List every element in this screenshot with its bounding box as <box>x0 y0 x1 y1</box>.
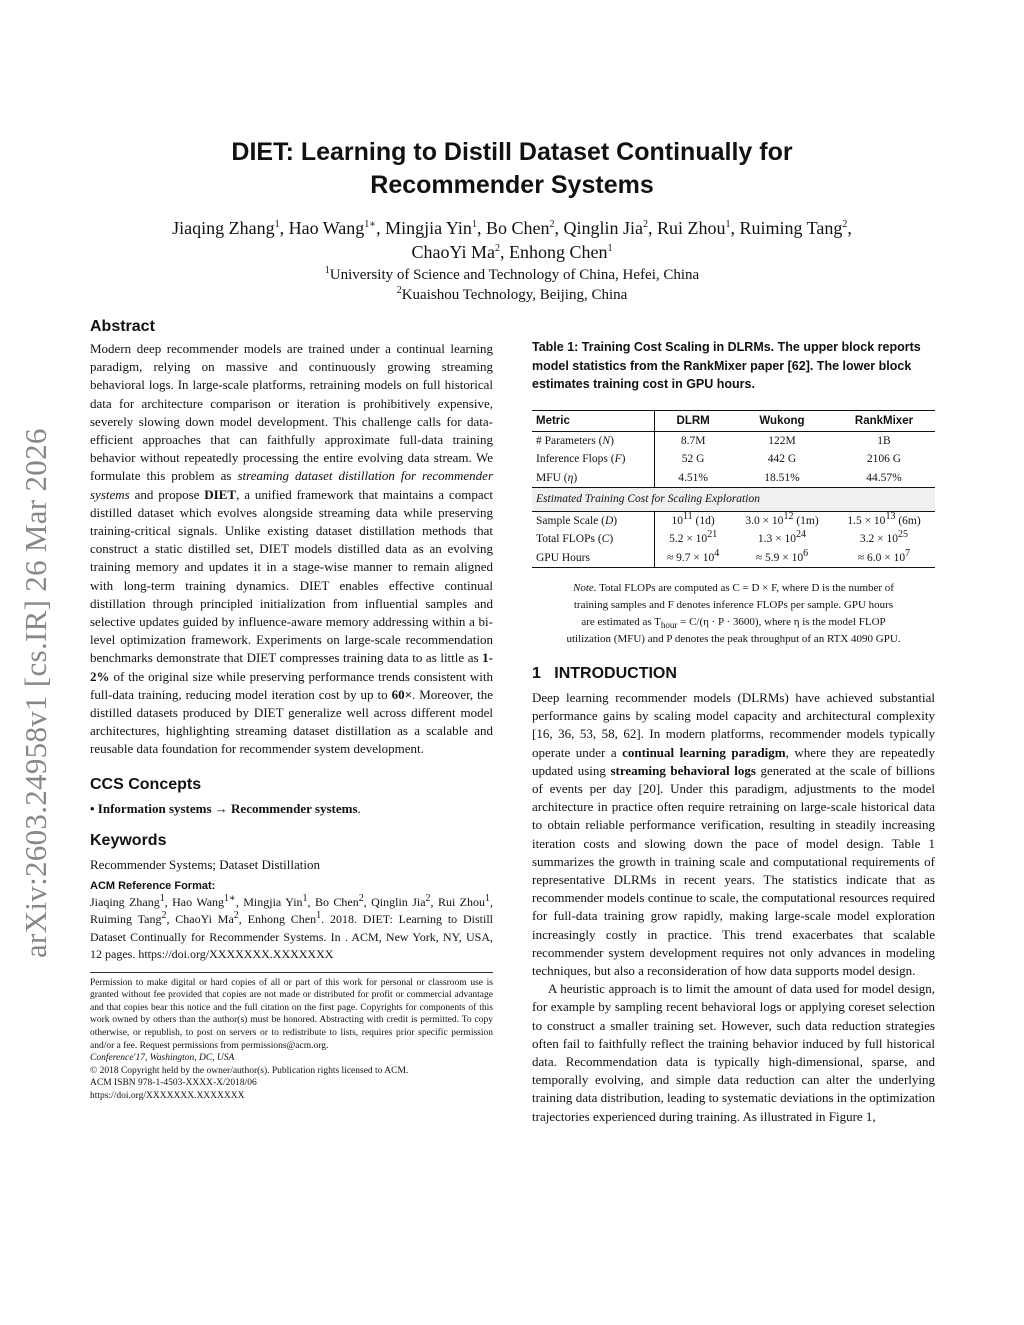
table-cell: 18.51% <box>764 471 800 484</box>
author-affiliation-marker: 1 <box>471 219 477 230</box>
header-wukong: Wukong <box>731 410 833 431</box>
left-column <box>90 316 493 1103</box>
permission-notice: Permission to make digital or hard copies of all or part of this work for personal or classroom use is granted without fee provided that copies are not made or distributed for profit or commercial advantage and that copies bear this notice and the full citation on the first page. Copyrights for components of this work owned by others than the author(s) must be honored. Abstracting with credit is permitted. To copy otherwise, or republish, to post on servers or to redistribute to lists, requires prior specific permission and/or a fee. Request permissions from permissions@acm.org. <box>90 977 493 1051</box>
author-name: Bo Chen <box>485 218 550 238</box>
author-name: Ruiming Tang <box>739 218 843 238</box>
keywords-text: Recommender Systems; Dataset Distillation <box>90 856 320 872</box>
table-row <box>532 450 935 469</box>
row-label: Inference Flops (F) <box>532 450 655 469</box>
header-dlrm: DLRM <box>655 410 731 431</box>
table-cell: $5.2 \times 10^{21}$ <box>669 529 718 546</box>
author-affiliation-marker: 1 <box>274 219 280 230</box>
introduction-paragraph-1: Deep learning recommender models (DLRMs) have achieved substantial performance gains by scaling model capacity and architectural complexity [16, 36, 53, 58, 62]. In modern platforms, recommender models typically operate under a continual learning paradigm, where they are repeatedly updated using streaming behavioral logs generated at the scale of billions of events per day [20]. Under this paradigm, adjustments to the model architecture in practice often require retraining on large-scale historical data to obtain reliable performance verification, resulting in steadily increasing iteration costs and slowing down the pace of model design. Table 1 summarizes the growth in training scale and computational requirements of representative DLRMs in recent years. The statistics indicate that as recommender models continue to scale, the computational resources required for full-data training grow rapidly, making large-scale model exploration increasingly costly in practice. This trend exacerbates that scalable recommender system development requires not only advances in modeling techniques, but also a reconsideration of how data supports model design. <box>532 690 935 979</box>
author-name: Jiaqing Zhang <box>172 218 275 238</box>
section-label: Estimated Training Cost for Scaling Exploration <box>532 488 935 512</box>
affiliation-1-text: University of Science and Technology of China, Hefei, China <box>329 267 700 283</box>
affiliation-2 <box>110 285 914 305</box>
doi-link[interactable]: https://doi.org/XXXXXXX.XXXXXXX <box>90 1091 245 1102</box>
table-row <box>532 530 935 549</box>
table-cell: 2106 G <box>866 453 902 466</box>
authors-line-1: Jiaqing Zhang$^1$, Hao Wang$^{1∗}$, Mingjia Yin$^1$, Bo Chen$^2$, Qinglin Jia$^2$, Rui Zhou$^1$, Ruiming Tang$^2$, <box>172 218 852 238</box>
table-cell: 4.51% <box>678 471 708 484</box>
affiliation-2-text: Kuaishou Technology, Beijing, China <box>401 287 628 303</box>
header-rankmixer: RankMixer <box>833 410 935 431</box>
table-cell: ≈ $5.9 \times 10^6$ <box>731 549 833 568</box>
ccs-heading: CCS Concepts <box>90 775 202 793</box>
table-note: Note. Total FLOPs are computed as C = D × F, where D is the number of training samples and F denotes inference FLOPs per sample. GPU hours are estimated as $T_{hour} = C/(\eta \cdot P \cdot 3600)$, where η is the model FLOP utilization (MFU) and P denotes the peak throughput of an RTX 4090 GPU. <box>566 582 901 645</box>
table-row <box>532 431 935 450</box>
table-caption: Table 1: Training Cost Scaling in DLRMs. The upper block reports model statistics from the RankMixer paper [62]. The lower block estimates training cost in GPU hours. <box>532 340 921 391</box>
table-header-row <box>532 410 935 431</box>
author-affiliation-marker: 2 <box>842 219 848 230</box>
table-cell: $3.0 \times 10^{12}$ (1m) <box>745 510 819 527</box>
author-name: Enhong Chen <box>509 242 608 262</box>
author-affiliation-marker: 2 <box>495 243 500 254</box>
author-affiliation-marker: 1 <box>725 219 731 230</box>
authors-line-2: ChaoYi Ma$^2$, Enhong Chen$^1$ <box>411 242 613 262</box>
table-section-row <box>532 488 935 512</box>
arxiv-identifier: arXiv:2603.24958v1 [cs.IR] 26 Mar 2026 <box>18 428 53 958</box>
author-name: Rui Zhou <box>656 218 726 238</box>
table-body <box>532 431 935 568</box>
title-line-1: DIET: Learning to Distill Dataset Continually for <box>231 138 793 166</box>
introduction-paragraph-2: A heuristic approach is to limit the amount of data used for model design, for example by sampling recent behavioral logs or applying coreset selection to construct a smaller training set. However, such data reduction strategies often fail to faithfully reflect the training behavior induced by full historical data. Recommendation data is typically high-dimensional, sparse, and temporally evolving, and simple data reduction can alter the underlying training data distribution, leading to systematic deviations in the optimization trajectories experienced during training. As illustrated in Figure 1, <box>532 981 935 1124</box>
row-label: GPU Hours <box>532 549 655 568</box>
table-cell: 52 G <box>681 453 705 466</box>
introduction-heading: 1 INTRODUCTION <box>532 665 677 682</box>
author-name: ChaoYi Ma <box>411 242 495 262</box>
title-line-2: Recommender Systems <box>370 171 654 199</box>
author-name: Qinglin Jia <box>563 218 643 238</box>
table-cell: ≈ $6.0 \times 10^7$ <box>833 549 935 568</box>
acm-reference-heading: ACM Reference Format: <box>90 879 216 892</box>
author-name: Mingjia Yin <box>385 218 472 238</box>
table-row <box>532 469 935 488</box>
table-cell: ≈ $9.7 \times 10^4$ <box>655 549 731 568</box>
paper-title <box>140 136 884 202</box>
author-affiliation-marker: 1∗ <box>364 219 377 230</box>
author-list <box>110 216 914 264</box>
table-row <box>532 511 935 530</box>
author-affiliation-marker: 1 <box>607 243 613 254</box>
conference-line: Conference'17, Washington, DC, USA <box>90 1053 235 1064</box>
isbn-line: ACM ISBN 978-1-4503-XXXX-X/2018/06 <box>90 1078 257 1089</box>
row-label: Total FLOPs (C) <box>532 530 655 549</box>
table-cell: $1.5 \times 10^{13}$ (6m) <box>847 510 921 527</box>
author-name: Hao Wang <box>288 218 365 238</box>
ccs-concepts: • Information systems → Recommender systems. <box>90 800 361 816</box>
affiliation-2-marker: 2 <box>396 285 402 296</box>
training-cost-table <box>532 410 935 569</box>
table-cell: $1.3 \times 10^{24}$ <box>757 529 807 546</box>
row-label: # Parameters (N) <box>532 431 655 450</box>
abstract-text: Modern deep recommender models are trained under a continual learning paradigm, relying on massive and continuously growing streaming behavioral logs. In large-scale platforms, retraining models on full historical data for architecture comparison or iteration is prohibitively expensive, severely slowing down model development. This challenge calls for data-efficient approaches that can faithfully approximate full-data training behavior without repeatedly processing the entire evolving data stream. We formulate this problem as streaming dataset distillation for recommender systems and propose DIET, a unified framework that maintains a compact distilled dataset which evolves alongside streaming data while preserving training-critical signals. Unlike existing dataset distillation methods that construct a static distilled set, DIET models distilled data as an evolving training memory and updates it in a stage-wise manner to remain aligned with long-term training dynamics. DIET enables effective continual distillation through principled initialization from influential samples and selective updates guided by influence-aware memory addressing within a bi-level optimization framework. Experiments on large-scale recommendation benchmarks demonstrate that DIET compresses training data to as little as 1-2% of the original size while preserving performance trends consistent with full-data training, reducing model iteration cost by up to 60×. Moreover, the distilled datasets produced by DIET generalize well across different model architectures, highlighting streaming dataset distillation as a scalable and reusable data foundation for recommender system development. <box>90 341 494 757</box>
author-affiliation-marker: 2 <box>549 219 555 230</box>
header-metric: Metric <box>532 410 655 431</box>
table-cell: 442 G <box>767 453 797 466</box>
row-label: Sample Scale (D) <box>532 511 655 530</box>
table-cell: 1B <box>877 434 891 447</box>
table-cell: $3.2 \times 10^{25}$ <box>859 529 909 546</box>
right-column <box>532 338 935 1126</box>
row-label: MFU (η) <box>532 469 655 488</box>
affiliation-1-marker: 1 <box>324 265 330 276</box>
acm-reference-text: Jiaqing Zhang$^1$, Hao Wang$^{1∗}$, Mingjia Yin$^1$, Bo Chen$^2$, Qinglin Jia$^2$, Rui Zhou$^1$, Ruiming Tang$^2$, ChaoYi Ma$^2$, Enhong Chen$^1$. 2018. DIET: Learning to Distill Dataset Continually for Recommender Systems. In . ACM, New York, NY, USA, 12 pages. https://doi.org/XXXXXXX.XXXXXXX <box>90 892 494 962</box>
abstract-heading: Abstract <box>90 318 155 335</box>
table-cell: 8.7M <box>680 434 706 447</box>
table-cell: 44.57% <box>866 471 902 484</box>
table-cell: 122M <box>768 434 796 447</box>
footnote-rule <box>90 972 493 973</box>
table-cell: $10^{11}$ (1d) <box>671 510 715 527</box>
table-row <box>532 549 935 568</box>
author-affiliation-marker: 2 <box>642 219 648 230</box>
copyright-line: © 2018 Copyright held by the owner/author(s). Publication rights licensed to ACM. <box>90 1065 409 1076</box>
affiliation-1 <box>110 265 914 285</box>
keywords-heading: Keywords <box>90 831 167 849</box>
